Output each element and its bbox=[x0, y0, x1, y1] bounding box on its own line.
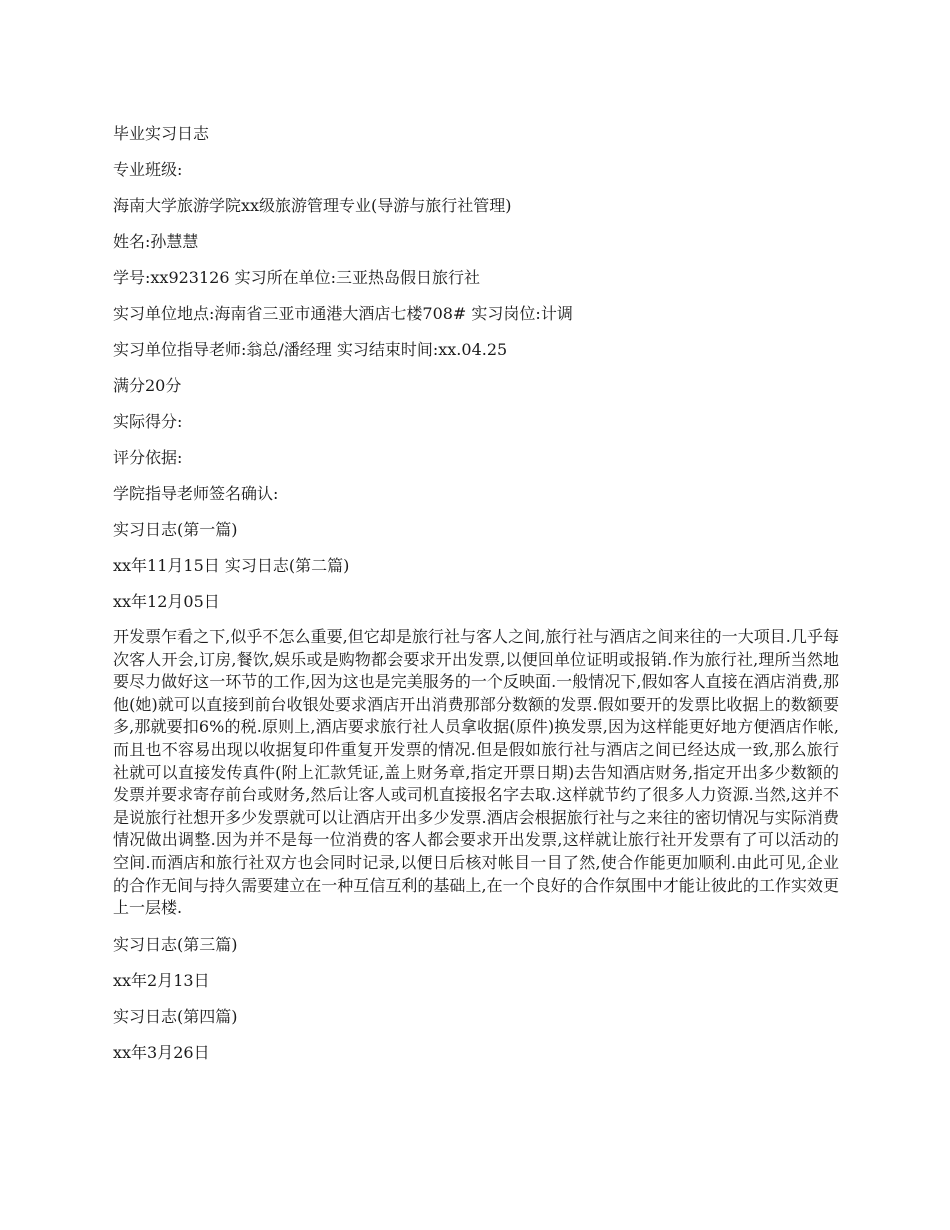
unit-address-post: 实习单位地点:海南省三亚市通港大酒店七楼708# 实习岗位:计调 bbox=[113, 304, 573, 323]
log-4-title: 实习日志(第四篇) bbox=[113, 1006, 238, 1026]
major-class-value: 海南大学旅游学院xx级旅游管理专业(导游与旅行社管理) bbox=[113, 196, 512, 215]
log-1-title: 实习日志(第一篇) bbox=[113, 520, 238, 539]
instructor-end-date: 实习单位指导老师:翁总/潘经理 实习结束时间:xx.04.25 bbox=[113, 340, 508, 359]
document-page bbox=[113, 122, 839, 1077]
log-1-date-log-2-title: xx年11月15日 实习日志(第二篇) bbox=[113, 556, 350, 575]
log-3-date: xx年2月13日 bbox=[113, 970, 210, 990]
major-class-label: 专业班级: bbox=[113, 160, 183, 179]
student-number-unit: 学号:xx923126 实习所在单位:三亚热岛假日旅行社 bbox=[113, 268, 480, 287]
score-basis: 评分依据: bbox=[113, 448, 183, 467]
instructor-signature: 学院指导老师签名确认: bbox=[113, 484, 279, 503]
log-3-title: 实习日志(第三篇) bbox=[113, 934, 238, 954]
log-2-date: xx年12月05日 bbox=[113, 592, 220, 611]
log-4-date: xx年3月26日 bbox=[113, 1042, 210, 1062]
full-score: 满分20分 bbox=[113, 376, 182, 395]
document-title: 毕业实习日志 bbox=[113, 124, 210, 143]
actual-score: 实际得分: bbox=[113, 412, 183, 431]
student-name: 姓名:孙慧慧 bbox=[113, 232, 199, 251]
log-2-body: 开发票乍看之下,似乎不怎么重要,但它却是旅行社与客人之间,旅行社与酒店之间来往的一大项目.几乎每次客人开会,订房,餐饮,娱乐或是购物都会要求开出发票,以便回单位证明或报销.作为旅行社,理所当然地要尽力做好这一环节的工作,因为这也是完美服务的一个反映面.一般情况下,假如客人直接在酒店消费,那他(她)就可以直接到前台收银处要求酒店开出消费那部分数额的发票.假如要开的发票比收据上的数额要多,那就要扣6%的税.原则上,酒店要求旅行社人员拿收据(原件)换发票,因为这样能更好地方便酒店作帐,而且也不容易出现以收据复印件重复开发票的情况.但是假如旅行社与酒店之间已经达成一致,那么旅行社就可以直接发传真件(附上汇款凭证,盖上财务章,指定开票日期)去告知酒店财务,指定开出多少数额的发票并要求寄存前台或财务,然后让客人或司机直接报名字去取.这样就节约了很多人力资源.当然,这并不是说旅行社想开多少发票就可以让酒店开出多少发票.酒店会根据旅行社与之来往的密切情况与实际消费情况做出调整.因为并不是每一位消费的客人都会要求开出发票,这样就让旅行社开发票有了可以活动的空间.而酒店和旅行社双方也会同时记录,以便日后核对帐目一目了然,使合作能更加顺利.由此可见,企业的合作无间与持久需要建立在一种互信互利的基础上,在一个良好的合作氛围中才能让彼此的工作实效更上一层楼. bbox=[113, 627, 839, 918]
